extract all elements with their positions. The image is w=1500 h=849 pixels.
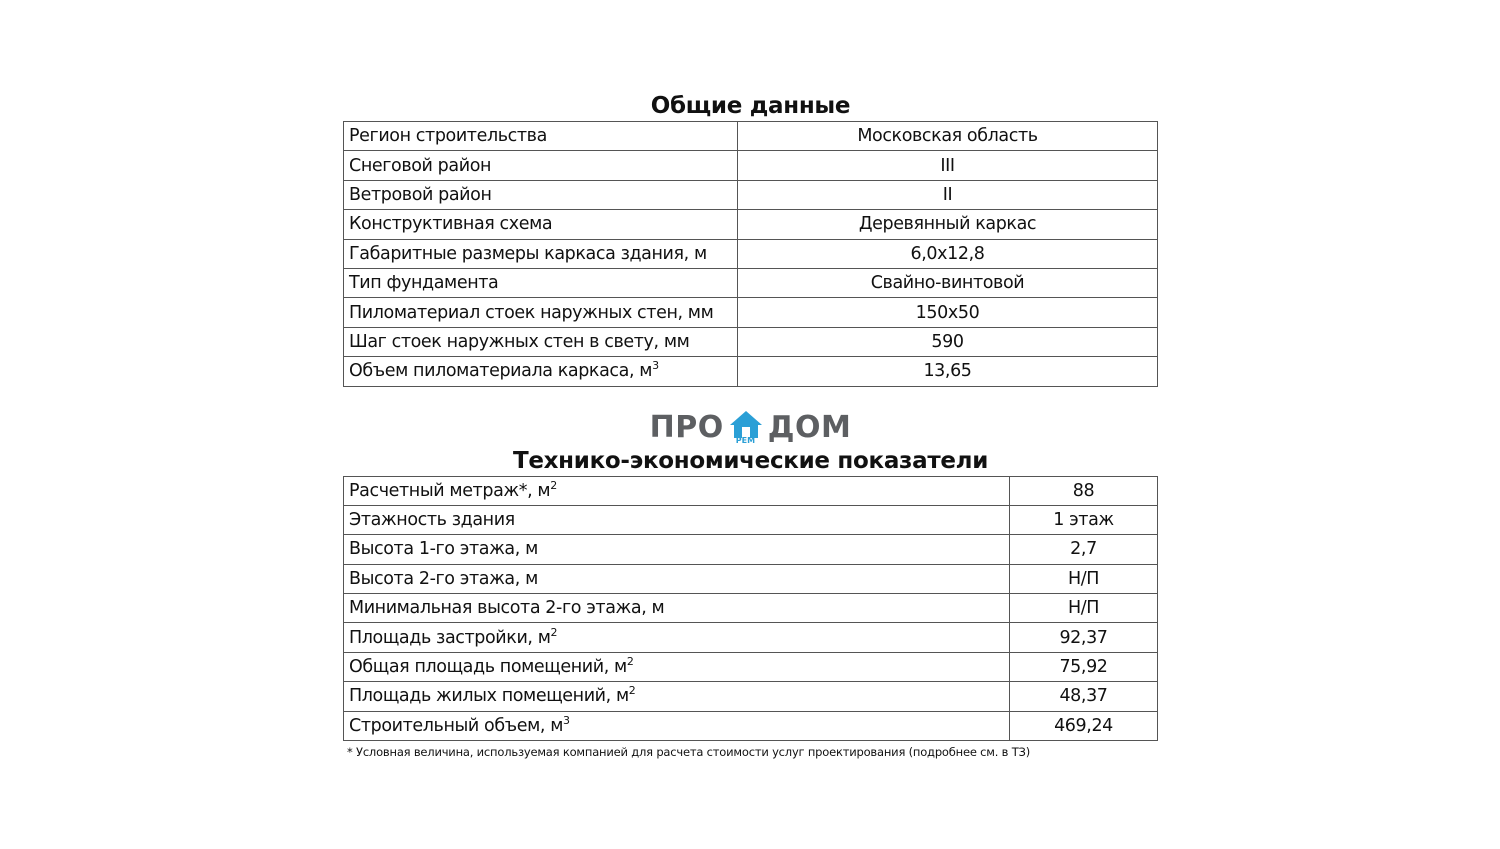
row-value: 150x50: [738, 298, 1158, 327]
row-value: 590: [738, 327, 1158, 356]
table-row: [344, 623, 1158, 652]
unit-exponent: 2: [550, 625, 558, 639]
unit-exponent: 2: [626, 655, 634, 669]
table-row: [344, 298, 1158, 327]
table-row: [344, 327, 1158, 356]
general-data-table: [343, 121, 1158, 387]
table-row: [344, 594, 1158, 623]
table-row: [344, 476, 1158, 505]
footnote: * Условная величина, используемая компанией для расчета стоимости услуг проектирования (подробнее см. в ТЗ): [347, 745, 1030, 760]
row-label: Площадь застройки, $м^2$: [344, 623, 1010, 652]
company-logo: [343, 405, 1158, 451]
table-row: [344, 505, 1158, 534]
row-value: 88: [1010, 476, 1158, 505]
row-value: 13,65: [738, 357, 1158, 386]
row-label: Конструктивная схема: [344, 210, 738, 239]
row-value: 1 этаж: [1010, 505, 1158, 534]
logo-left-word: ПРО: [649, 410, 724, 446]
table-row: [344, 151, 1158, 180]
row-label: Минимальная высота 2-го этажа, м: [344, 594, 1010, 623]
row-label: Объем пиломатериала каркаса, $м^3$: [344, 357, 738, 386]
house-icon: [728, 408, 764, 448]
table-row: [344, 535, 1158, 564]
table-row: [344, 210, 1158, 239]
row-value: 75,92: [1010, 652, 1158, 681]
row-label: Тип фундамента: [344, 268, 738, 297]
unit-exponent: 2: [550, 478, 557, 492]
row-label: Высота 2-го этажа, м: [344, 564, 1010, 593]
table-row: [344, 682, 1158, 711]
row-label: Регион строительства: [344, 122, 738, 151]
row-label: Ветровой район: [344, 180, 738, 209]
row-label: Строительный объем, $м^3$: [344, 711, 1010, 740]
row-value: 2,7: [1010, 535, 1158, 564]
table-row: [344, 652, 1158, 681]
row-label: Шаг стоек наружных стен в свету, мм: [344, 327, 738, 356]
table-row: [344, 711, 1158, 740]
row-value: 92,37: [1010, 623, 1158, 652]
unit-exponent: 3: [563, 713, 570, 727]
general-data-title: Общие данные: [650, 93, 851, 119]
unit-exponent: 2: [628, 684, 636, 698]
row-label: Габаритные размеры каркаса здания, м: [344, 239, 738, 268]
table-row: [344, 357, 1158, 386]
row-label: Высота 1-го этажа, м: [344, 535, 1010, 564]
technical-indicators-table: [343, 476, 1158, 742]
technical-indicators-title: Технико-экономические показатели: [512, 447, 989, 474]
row-value: Н/П: [1010, 594, 1158, 623]
row-label: Этажность здания: [344, 505, 1010, 534]
row-value: Свайно-винтовой: [738, 268, 1158, 297]
row-label: Площадь жилых помещений, $м^2$: [344, 682, 1010, 711]
row-value: III: [738, 151, 1158, 180]
row-value: Московская область: [738, 122, 1158, 151]
row-label: Снеговой район: [344, 151, 738, 180]
row-value: Деревянный каркас: [738, 210, 1158, 239]
unit-exponent: 3: [652, 359, 659, 373]
document-page: [343, 92, 1158, 759]
logo-right-word: ДОМ: [767, 410, 852, 446]
row-value: Н/П: [1010, 564, 1158, 593]
table-row: [344, 122, 1158, 151]
row-label: Общая площадь помещений, $м^2$: [344, 652, 1010, 681]
row-value: II: [738, 180, 1158, 209]
row-value: 6,0x12,8: [738, 239, 1158, 268]
table-row: [344, 239, 1158, 268]
row-label: Расчетный метраж*, $м^2$: [344, 476, 1010, 505]
row-label: Пиломатериал стоек наружных стен, мм: [344, 298, 738, 327]
table-row: [344, 564, 1158, 593]
logo-sub-text: РЕМ: [735, 435, 756, 445]
row-value: 48,37: [1010, 682, 1158, 711]
table-row: [344, 180, 1158, 209]
table-row: [344, 268, 1158, 297]
row-value: 469,24: [1010, 711, 1158, 740]
